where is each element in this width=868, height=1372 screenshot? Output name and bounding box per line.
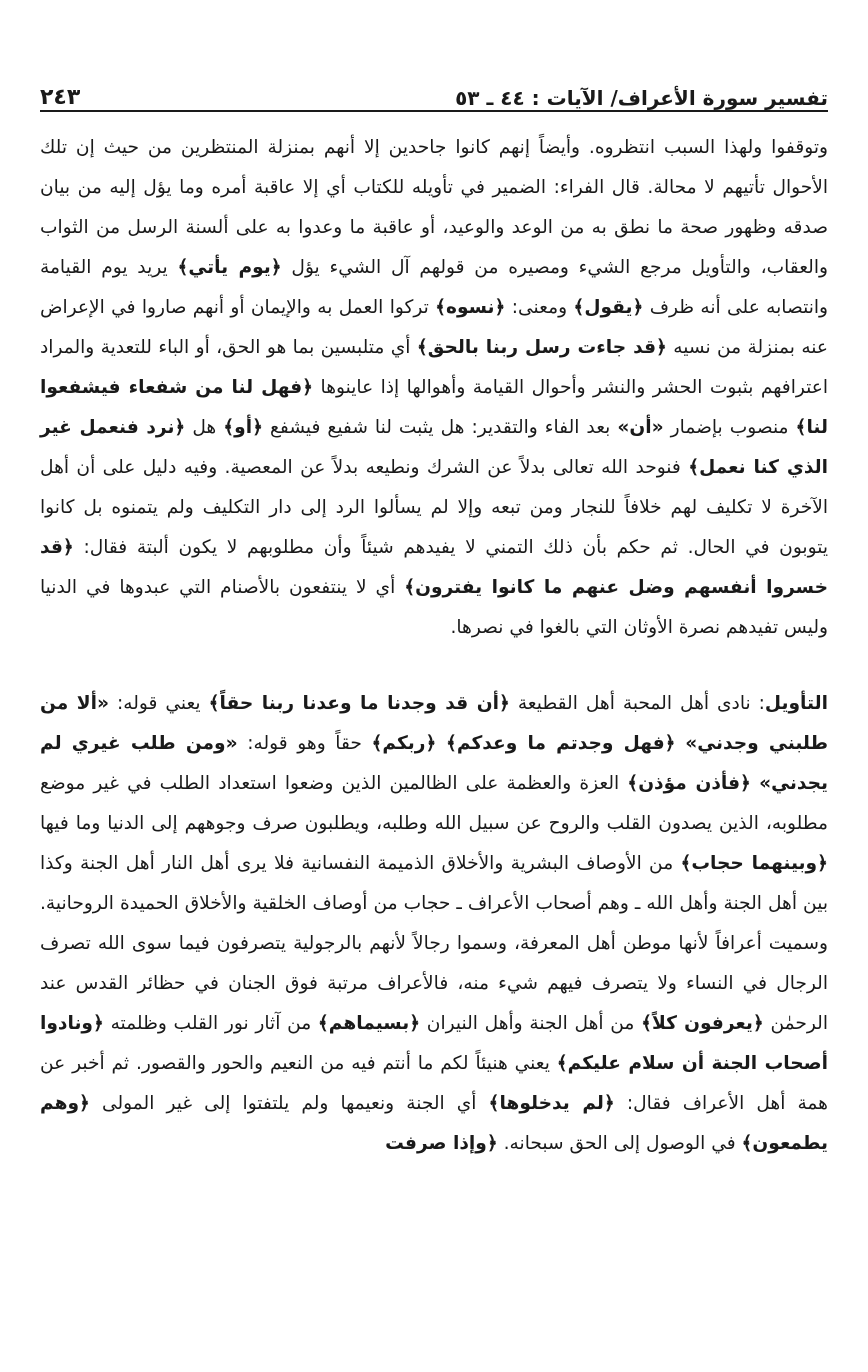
bold-quote: ﴿وإذا صرفت <box>385 1133 498 1154</box>
text-run: منصوب بإضمار <box>663 417 796 438</box>
bold-quote: ﴿قد جاءت رسل ربنا بالحق﴾ <box>416 337 667 358</box>
text-run: : نادى أهل المحبة أهل القطيعة <box>509 693 765 714</box>
text-run: ومعنى: <box>505 297 574 318</box>
text-run: يعني هنيئاً لكم ما أنتم فيه من النعيم والحور والقصور. ثم أخبر عن همة أهل الأعراف فقال: <box>40 1053 828 1114</box>
text-run: يعني قوله: <box>109 693 209 714</box>
text-run: بعد الفاء والتقدير: هل يثبت لنا شفيع فيشفع <box>263 417 618 438</box>
bold-quote: ﴿وبينهما حجاب﴾ <box>680 853 828 874</box>
running-header <box>40 78 828 112</box>
bold-quote: ﴿قد خسروا أنفسهم وضل عنهم ما كانوا يفترون﴾ <box>40 537 828 598</box>
text-run: أي لا ينتفعون بالأصنام التي عبدوها في الدنيا وليس تفيدهم نصرة الأوثان التي بالغوا في نصرها. <box>40 577 828 638</box>
bold-quote: ﴿يوم يأتي﴾ <box>177 257 282 278</box>
bold-quote: ﴿فهل لنا من شفعاء فيشفعوا لنا﴾ <box>40 377 828 438</box>
bold-quote: ﴿بسيماهم﴾ <box>317 1013 421 1034</box>
text-run: أي الجنة ونعيمها ولم يلتفتوا إلى غير المولى <box>89 1093 489 1114</box>
bold-quote: ﴿نرد فنعمل غير الذي كنا نعمل﴾ <box>40 417 828 478</box>
text-run: من الأوصاف البشرية والأخلاق الذميمة النفسانية فلا يرى أهل النار أهل الجنة وكذا بين أهل الجنة وأهل الله ـ وهم أصحاب الأعراف ـ حجاب من أوصاف الخلقية والأخلاق الحميدة الروحانية. وسميت أعرافاً لأنها موطن أهل المعرفة، وسموا رجالاً لأنهم بالرجولية يتصرفون فيما سوى الله تصرف الرجال في النساء ولا يتصرف فيهم شيء منه، فالأعراف مرتبة فوق الجنان في حظائر القدس عند الرحمٰن <box>40 853 828 1034</box>
bold-quote: التأويل <box>764 693 828 714</box>
text-run: هل <box>185 417 224 438</box>
bold-quote: ﴿أن قد وجدنا ما وعدنا ربنا حقاً﴾ <box>208 693 510 714</box>
text-run <box>436 733 446 754</box>
text-run: العزة والعظمة على الظالمين الذين وضعوا استعداد الطلب في غير موضع مطلوبه، الذين يصدون القلب والروح عن سبيل الله وطلبه، ويطلبون صرف وجوههم إلى الدنيا وما فيها <box>40 773 828 834</box>
bold-quote: ﴿يقول﴾ <box>573 297 644 318</box>
text-run <box>751 773 759 794</box>
bold-quote: «ألا من طلبني وجدني» <box>40 693 829 754</box>
bold-quote: «أن» <box>617 417 664 438</box>
text-run: من أهل الجنة وأهل النيران <box>420 1013 642 1034</box>
bold-quote: ﴿يعرفون كلاً﴾ <box>641 1013 764 1034</box>
bold-quote: ﴿أو﴾ <box>223 417 263 438</box>
bold-quote: «ومن طلب غيري لم يجدني» <box>40 733 828 794</box>
paragraph-tafsir <box>40 128 828 648</box>
text-run: في الوصول إلى الحق سبحانه. <box>497 1133 742 1154</box>
text-run: تركوا العمل به والإيمان أو أنهم صاروا في الإعراض عنه بمنزلة من نسيه <box>40 297 829 358</box>
header-title: تفسير سورة الأعراف/ الآيات : ٤٤ ـ ٥٣ <box>455 86 828 110</box>
bold-quote: ﴿وهم يطمعون﴾ <box>40 1093 828 1154</box>
bold-quote: ﴿ربكم﴾ <box>371 733 437 754</box>
bold-quote: ﴿لم يدخلوها﴾ <box>488 1093 615 1114</box>
text-run <box>676 733 686 754</box>
bold-quote: ﴿نسوه﴾ <box>435 297 506 318</box>
text-run: من آثار نور القلب وظلمته <box>103 1013 318 1034</box>
text-run: حقاً وهو قوله: <box>237 733 372 754</box>
text-run: يريد يوم القيامة وانتصابه على أنه ظرف <box>40 257 829 318</box>
bold-quote: ﴿فأذن مؤذن﴾ <box>627 773 751 794</box>
page-number: ٢٤٣ <box>40 85 81 110</box>
bold-quote: ﴿فهل وجدتم ما وعدكم﴾ <box>446 733 676 754</box>
paragraph-tawil <box>40 684 828 1164</box>
text-run: أي متلبسين بما هو الحق، أو الباء للتعدية والمراد اعترافهم بثبوت الحشر والنشر وأحوال القيامة وأهوالها إذا عاينوها <box>40 337 828 398</box>
text-run: فنوحد الله تعالى بدلاً عن الشرك ونطيعه بدلاً عن المعصية. وفيه دليل على أن أهل الآخرة لا تكليف لهم خلافاً للنجار ومن تبعه وإلا لم يسألوا الرد إلى دار التكليف ولم يتمنوه بل كانوا يتوبون في الحال. ثم حكم بأن ذلك التمني لا يفيدهم شيئاً وأن مطلوبهم لا يكون ألبتة فقال: <box>40 457 828 558</box>
text-run: وتوقفوا ولهذا السبب انتظروه. وأيضاً إنهم كانوا جاحدين إلا أنهم بمنزلة المنتظرين من حيث إن تلك الأحوال تأتيهم لا محالة. قال الفراء: الضمير في تأويله للكتاب أي إلا عاقبة أمره وما يؤل إليه من بيان صدقه وظهور صحة ما نطق به من الوعد والوعيد، أو عاقبة ما وعدوا به على ألسنة الرسل من الثواب والعقاب، والتأويل مرجع الشيء ومصيره من قولهم آل الشيء يؤل <box>40 137 828 278</box>
bold-quote: ﴿ونادوا أصحاب الجنة أن سلام عليكم﴾ <box>40 1013 828 1074</box>
page-body <box>40 128 828 1164</box>
